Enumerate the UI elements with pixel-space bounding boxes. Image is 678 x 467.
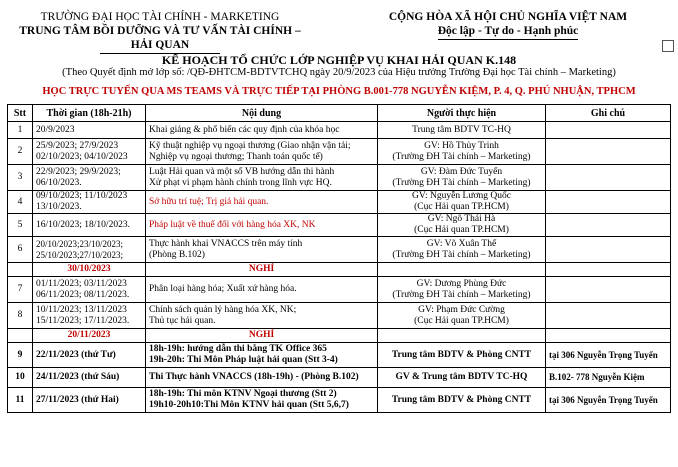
- col-header-who: Người thực hiện: [378, 105, 546, 122]
- row-content: Pháp luật về thuế đối với hàng hóa XK, NK: [146, 214, 378, 237]
- col-header-note: Ghi chú: [546, 105, 671, 122]
- row-note: [546, 191, 671, 214]
- col-header-time: Thời gian (18h-21h): [33, 105, 146, 122]
- row-content: Sở hữu trí tuệ; Trị giá hải quan.: [146, 191, 378, 214]
- row-note: [546, 303, 671, 329]
- header-right: [348, 10, 668, 40]
- table-row: [8, 139, 671, 165]
- table-row: [8, 122, 671, 139]
- row-time: 20/9/2023: [33, 122, 146, 139]
- row-who: GV: Võ Xuân Thế (Trường ĐH Tài chính – Marketing): [378, 237, 546, 263]
- table-row: [8, 214, 671, 237]
- table-row: [8, 237, 671, 263]
- row-time: 22/11/2023 (thứ Tư): [33, 343, 146, 368]
- schedule-table: [7, 104, 671, 413]
- row-note: B.102- 778 Nguyễn Kiệm: [546, 368, 671, 388]
- row-stt: 2: [8, 139, 33, 165]
- row-time: 16/10/2023; 18/10/2023.: [33, 214, 146, 237]
- row-stt: 5: [8, 214, 33, 237]
- col-header-content: Nội dung: [146, 105, 378, 122]
- row-stt: 8: [8, 303, 33, 329]
- table-row: [8, 388, 671, 413]
- row-stt: 9: [8, 343, 33, 368]
- row-who: Trung tâm BDTV & Phòng CNTT: [378, 343, 546, 368]
- row-content: Chính sách quản lý hàng hóa XK, NK; Thủ tục hải quan.: [146, 303, 378, 329]
- row-content: 18h-19h: Thi môn KTNV Ngoại thương (Stt 2) 19h10-20h10:Thi Môn KTNV hải quan (Stt 5,6,7): [146, 388, 378, 413]
- row-note: [546, 165, 671, 191]
- university-name: TRƯỜNG ĐẠI HỌC TÀI CHÍNH - MARKETING: [40, 11, 280, 23]
- row-note: [546, 214, 671, 237]
- header-left: [10, 10, 310, 54]
- row-time: 24/11/2023 (thứ Sáu): [33, 368, 146, 388]
- row-who: Trung tâm BDTV & Phòng CNTT: [378, 388, 546, 413]
- center-name: TRUNG TÂM BỒI DƯỠNG VÀ TƯ VẤN TÀI CHÍNH – HẢI QUAN: [19, 25, 301, 51]
- row-content: 18h-19h: hướng dẫn thi bằng TK Office 365 19h-20h: Thi Môn Pháp luật hải quan (Stt 3-4): [146, 343, 378, 368]
- row-time: 01/11/2023; 03/11/2023 06/11/2023; 08/11/2023.: [33, 277, 146, 303]
- table-row: [8, 343, 671, 368]
- row-note: tại 306 Nguyễn Trọng Tuyển: [546, 388, 671, 413]
- row-who: Trung tâm BDTV TC-HQ: [378, 122, 546, 139]
- document-subtitle: (Theo Quyết định mở lớp số: /QĐ-ĐHTCM-BDTVTCHQ ngày 20/9/2023 của Hiệu trưởng Trường Đại học Tài chính – Marketing): [62, 67, 616, 78]
- row-who: GV & Trung tâm BDTV TC-HQ: [378, 368, 546, 388]
- row-who: GV: Dương Phùng Đức (Trường ĐH Tài chính – Marketing): [378, 277, 546, 303]
- row-stt: 1: [8, 122, 33, 139]
- row-time: 22/9/2023; 29/9/2023; 06/10/2023.: [33, 165, 146, 191]
- row-stt: 6: [8, 237, 33, 263]
- table-header-row: [8, 105, 671, 122]
- table-row: [8, 191, 671, 214]
- row-stt: 11: [8, 388, 33, 413]
- motto: Độc lập - Tự do - Hạnh phúc: [437, 25, 579, 37]
- row-stt: 3: [8, 165, 33, 191]
- row-content: Kỹ thuật nghiệp vụ ngoại thương (Giao nhận vận tải; Nghiệp vụ ngoại thương; Thanh toán quốc tế): [146, 139, 378, 165]
- row-who: GV: Đàm Đức Tuyển (Trường ĐH Tài chính – Marketing): [378, 165, 546, 191]
- row-time: 25/9/2023; 27/9/2023 02/10/2023; 04/10/2023: [33, 139, 146, 165]
- row-content: Phân loại hàng hóa; Xuất xứ hàng hóa.: [146, 277, 378, 303]
- row-time: 27/11/2023 (thứ Hai): [33, 388, 146, 413]
- checkbox-marker: [662, 40, 674, 52]
- row-time: 09/10/2023; 11/10/2023 13/10/2023.: [33, 191, 146, 214]
- header-right-underline: [438, 39, 578, 40]
- location-banner: HỌC TRỰC TUYẾN QUA MS TEAMS VÀ TRỰC TIẾP TẠI PHÒNG B.001-778 NGUYỄN KIỆM, P. 4, Q. PHÚ NHUẬN, TPHCM: [42, 86, 636, 97]
- row-content: Khai giảng & phổ biến các quy định của khóa học: [146, 122, 378, 139]
- row-time: 20/10/2023;23/10/2023; 25/10/2023;27/10/2023;: [33, 237, 146, 263]
- row-who: GV: Hồ Thủy Trinh (Trường ĐH Tài chính – Marketing): [378, 139, 546, 165]
- break-row: [8, 329, 671, 343]
- break-date: 30/10/2023: [33, 263, 146, 277]
- country-name: CỘNG HÒA XÃ HỘI CHỦ NGHĨA VIỆT NAM: [388, 11, 628, 23]
- row-note: [546, 139, 671, 165]
- document-title: KẾ HOẠCH TỔ CHỨC LỚP NGHIỆP VỤ KHAI HẢI QUAN K.148: [161, 53, 517, 67]
- row-note: [546, 277, 671, 303]
- row-content: Thi Thực hành VNACCS (18h-19h) - (Phòng B.102): [146, 368, 378, 388]
- row-time: 10/11/2023; 13/11/2023 15/11/2023; 17/11/2023.: [33, 303, 146, 329]
- row-who: GV: Phạm Đức Cường (Cục Hải quan TP.HCM): [378, 303, 546, 329]
- table-row: [8, 277, 671, 303]
- break-date: 20/11/2023: [33, 329, 146, 343]
- row-content: Thực hành khai VNACCS trên máy tính (Phòng B.102): [146, 237, 378, 263]
- row-who: GV: Nguyễn Lương Quốc (Cục Hải quan TP.HCM): [378, 191, 546, 214]
- row-note: [546, 122, 671, 139]
- row-note: tại 306 Nguyễn Trọng Tuyển: [546, 343, 671, 368]
- col-header-stt: Stt: [8, 105, 33, 122]
- row-note: [546, 237, 671, 263]
- row-stt: 4: [8, 191, 33, 214]
- break-label: NGHỈ: [146, 329, 378, 343]
- break-label: NGHỈ: [146, 263, 378, 277]
- row-stt: 7: [8, 277, 33, 303]
- table-row: [8, 165, 671, 191]
- row-content: Luật Hải quan và một số VB hướng dẫn thi hành Xử phạt vi phạm hành chính trong lĩnh vực HQ.: [146, 165, 378, 191]
- row-stt: 10: [8, 368, 33, 388]
- break-row: [8, 263, 671, 277]
- table-row: [8, 303, 671, 329]
- row-who: GV: Ngô Thái Hà (Cục Hải quan TP.HCM): [378, 214, 546, 237]
- table-row: [8, 368, 671, 388]
